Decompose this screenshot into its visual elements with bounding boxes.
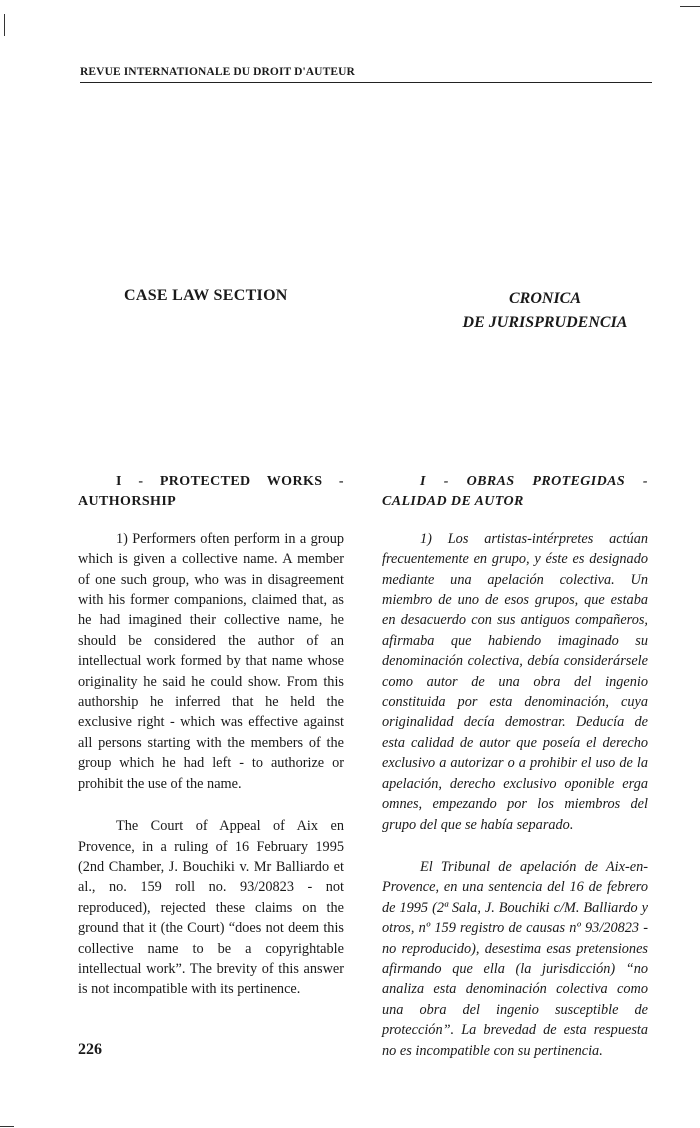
spanish-paragraph-1: 1) Los artistas-intérpretes actúan frecuentemente en grupo, y éste es designado mediante una apelación colectiva. Un miembro de uno de esos grupos, que estaba en desacuerdo con sus antiguos compañeros, afirmaba que habiendo imaginado su denominación colectiva, debía considerársele como autor de una obra del ingenio constituida por esta denominación, cuya originalidad decía demostrar. Deducía de esta calidad de autor que poseía el derecho exclusivo a autorizar o a prohibir el uso de la apelación, derecho exclusivo oponible erga omnes, empezando por los miembros del grupo del que se había separado. [382,530,648,833]
scan-edge-mark-top-right [680,6,700,7]
section-title-spanish-line1: CRONICA [508,290,582,307]
spanish-column [382,472,648,1083]
section-title-spanish [380,287,700,335]
section-title-english: CASE LAW SECTION [124,287,288,304]
english-heading: I - PROTECTED WORKS - AUTHORSHIP [78,474,344,510]
spanish-paragraph-2: El Tribunal de apelación de Aix-en-Provence, en una sentencia del 16 de febrero de 1995 (2ª Sala, J. Bouchiki c/M. Balliardo y otros, nº 159 registro de causas nº 93/20823 -no reproducido), desestima esas pretensiones afirmando que ella (la jurisdicción) “no analiza esta denominación colectiva como una obra del ingenio susceptible de protección”. La brevedad de esta respuesta no es incompatible con su pertinencia. [382,858,648,1059]
scan-edge-mark-bottom-left [0,1126,14,1127]
english-paragraph-1: 1) Performers often perform in a group which is given a collective name. A member of one such group, who was in disagreement with his former companions, claimed that, as he had imagined their collective name, he should be considered the author of an intellectual work formed by that name whose originality he said he could show. From this authorship he inferred that he held the exclusive right - which was effective against all persons starting with the members of the group which he had left - to authorize or prohibit the use of the name. [78,530,344,792]
english-column [78,472,344,1022]
scan-edge-mark-top-left [4,14,5,36]
running-header: REVUE INTERNATIONALE DU DROIT D'AUTEUR [80,66,652,83]
section-title-spanish-line2: DE JURISPRUDENCIA [462,314,628,331]
spanish-heading: I - OBRAS PROTEGIDAS - CALIDAD DE AUTOR [382,474,648,510]
english-paragraph-2: The Court of Appeal of Aix en Provence, in a ruling of 16 February 1995 (2nd Chamber, J. Bouchiki v. Mr Balliardo et al., no. 159 roll no. 93/20823 - not reproduced), rejected these claims on the ground that it (the Court) “does not deem this collective name to be a copyrightable intellectual work”. The brevity of this answer is not incompatible with its pertinence. [78,818,344,998]
page-number: 226 [78,1041,102,1058]
